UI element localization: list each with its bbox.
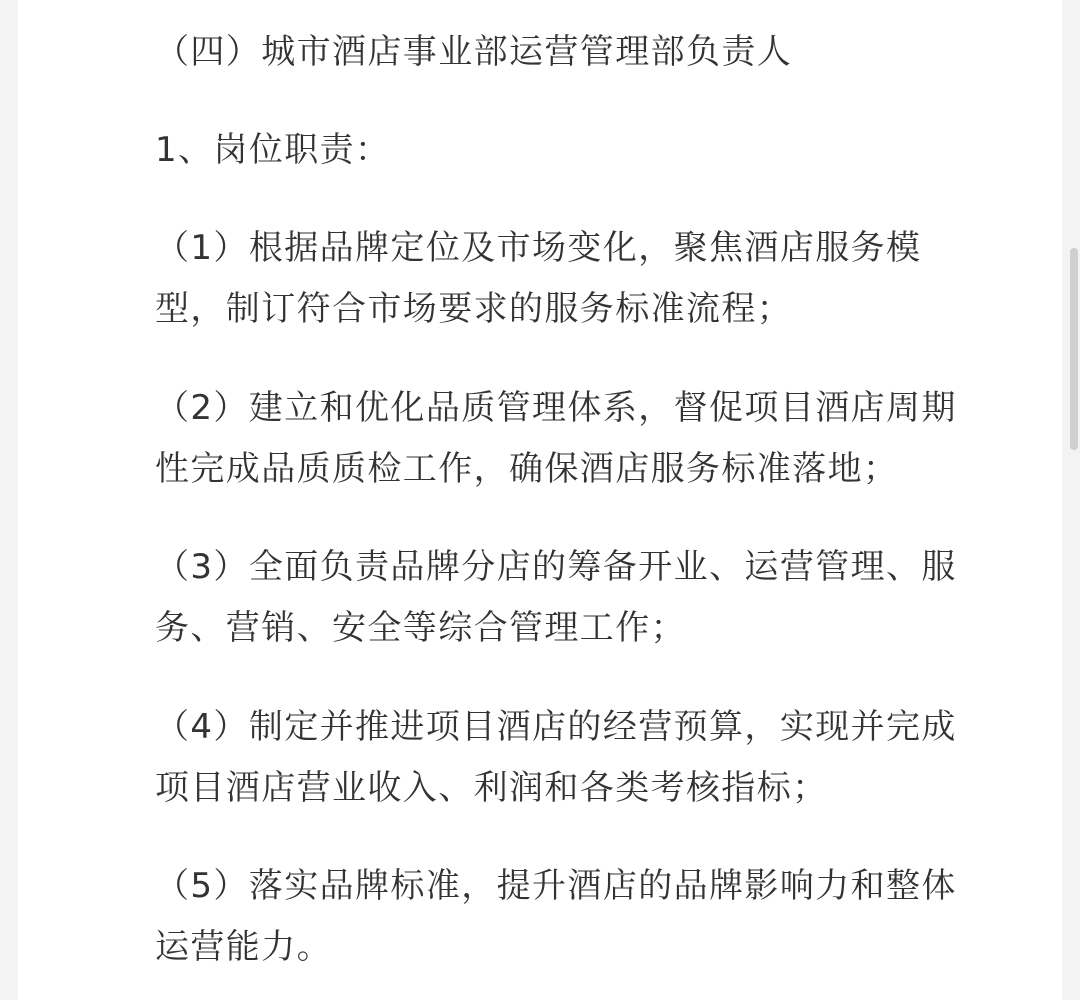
duty-item-2: （2）建立和优化品质管理体系，督促项目酒店周期性完成品质质检工作，确保酒店服务标准落地； xyxy=(155,388,957,489)
duty-item-1: （1）根据品牌定位及市场变化，聚焦酒店服务模型，制订符合市场要求的服务标准流程； xyxy=(155,228,922,329)
position-heading: （四）城市酒店事业部运营管理部负责人 xyxy=(155,32,793,72)
responsibilities-label: 1、岗位职责： xyxy=(155,130,391,170)
duty-item-5: （5）落实品牌标准，提升酒店的品牌影响力和整体运营能力。 xyxy=(155,866,957,967)
scrollbar-thumb[interactable] xyxy=(1070,248,1078,450)
duty-item-3: （3）全面负责品牌分店的筹备开业、运营管理、服务、营销、安全等综合管理工作； xyxy=(155,547,957,648)
document-page xyxy=(18,0,1062,1000)
duty-item-4: （4）制定并推进项目酒店的经营预算，实现并完成项目酒店营业收入、利润和各类考核指标； xyxy=(155,707,957,808)
